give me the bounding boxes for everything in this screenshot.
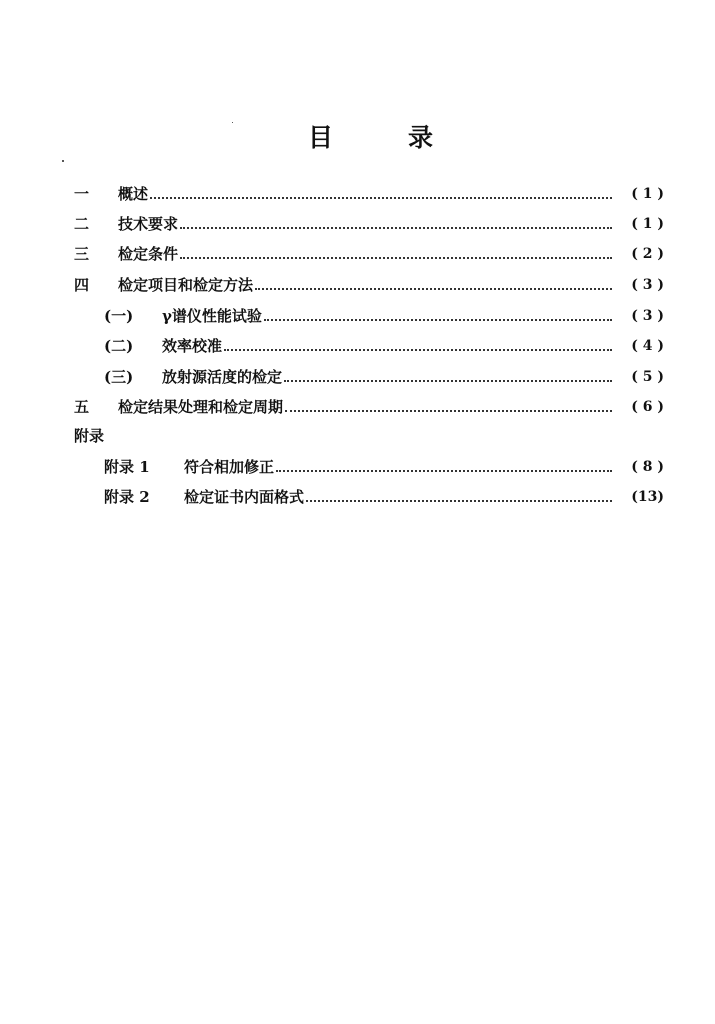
toc-entry-number: (二) [104,337,134,355]
toc-entry-label: 放射源活度的检定 [162,368,283,386]
dot-leader [264,319,612,321]
toc-entry-number: 附录 1 [104,458,150,476]
toc-entry-label: γ谱仪性能试验 [162,307,262,325]
toc-entry-page: ( 5 ) [631,369,664,385]
toc-entry-5[interactable] [74,393,664,421]
toc-entry-page: ( 3 ) [631,277,664,293]
scan-speck [232,122,233,123]
toc-entry-number: (三) [104,368,134,386]
toc-entry-number: 附录 2 [104,488,150,506]
toc-entry-number: (一) [104,307,134,325]
toc-entry-label: 检定条件 [118,245,179,263]
toc-entry-page: ( 3 ) [631,308,664,324]
dot-leader [224,349,612,351]
toc-entry-4-2[interactable] [74,332,664,360]
dot-leader [276,470,612,472]
toc-entry-label: 技术要求 [118,215,179,233]
toc-entry-4-1[interactable] [74,302,664,330]
toc-entry-2[interactable] [74,210,664,238]
dot-leader [180,227,612,229]
dot-leader [150,197,612,199]
toc-appendix-2[interactable] [74,483,664,511]
title-char-1: 目 [308,123,334,152]
toc-entry-page: ( 4 ) [631,338,664,354]
toc-entry-page: ( 2 ) [631,246,664,262]
toc-entry-label: 检定项目和检定方法 [118,276,254,294]
toc-entry-number: 附录 [74,427,105,445]
toc-entry-label: 符合相加修正 [184,458,275,476]
toc-entry-1[interactable] [74,180,664,208]
toc-appendix-1[interactable] [74,453,664,481]
toc-entry-4[interactable] [74,271,664,299]
dot-leader [180,257,612,259]
toc-entry-label: 检定结果处理和检定周期 [118,398,284,416]
scan-speck [62,160,64,162]
toc-appendix-heading [74,422,664,450]
toc-entry-number: 三 [74,245,90,263]
toc-entry-page: ( 8 ) [631,459,664,475]
toc-entry-page: ( 1 ) [631,216,664,232]
dot-leader [255,288,612,290]
toc-entry-label: 效率校准 [162,337,223,355]
dot-leader [284,380,612,382]
dot-leader [285,410,612,412]
toc-entry-number: 五 [74,398,90,416]
toc-entry-4-3[interactable] [74,363,664,391]
toc-entry-label: 检定证书内面格式 [184,488,305,506]
toc-entry-page: ( 1 ) [631,186,664,202]
toc-entry-number: 一 [74,185,90,203]
toc-entry-page: (13) [631,489,664,505]
title-char-2: 录 [408,123,434,152]
toc-entry-page: ( 6 ) [631,399,664,415]
toc-entry-number: 二 [74,215,90,233]
dot-leader [306,500,612,502]
toc-entry-3[interactable] [74,240,664,268]
toc-entry-label: 概述 [118,185,149,203]
toc-entry-number: 四 [74,276,90,294]
